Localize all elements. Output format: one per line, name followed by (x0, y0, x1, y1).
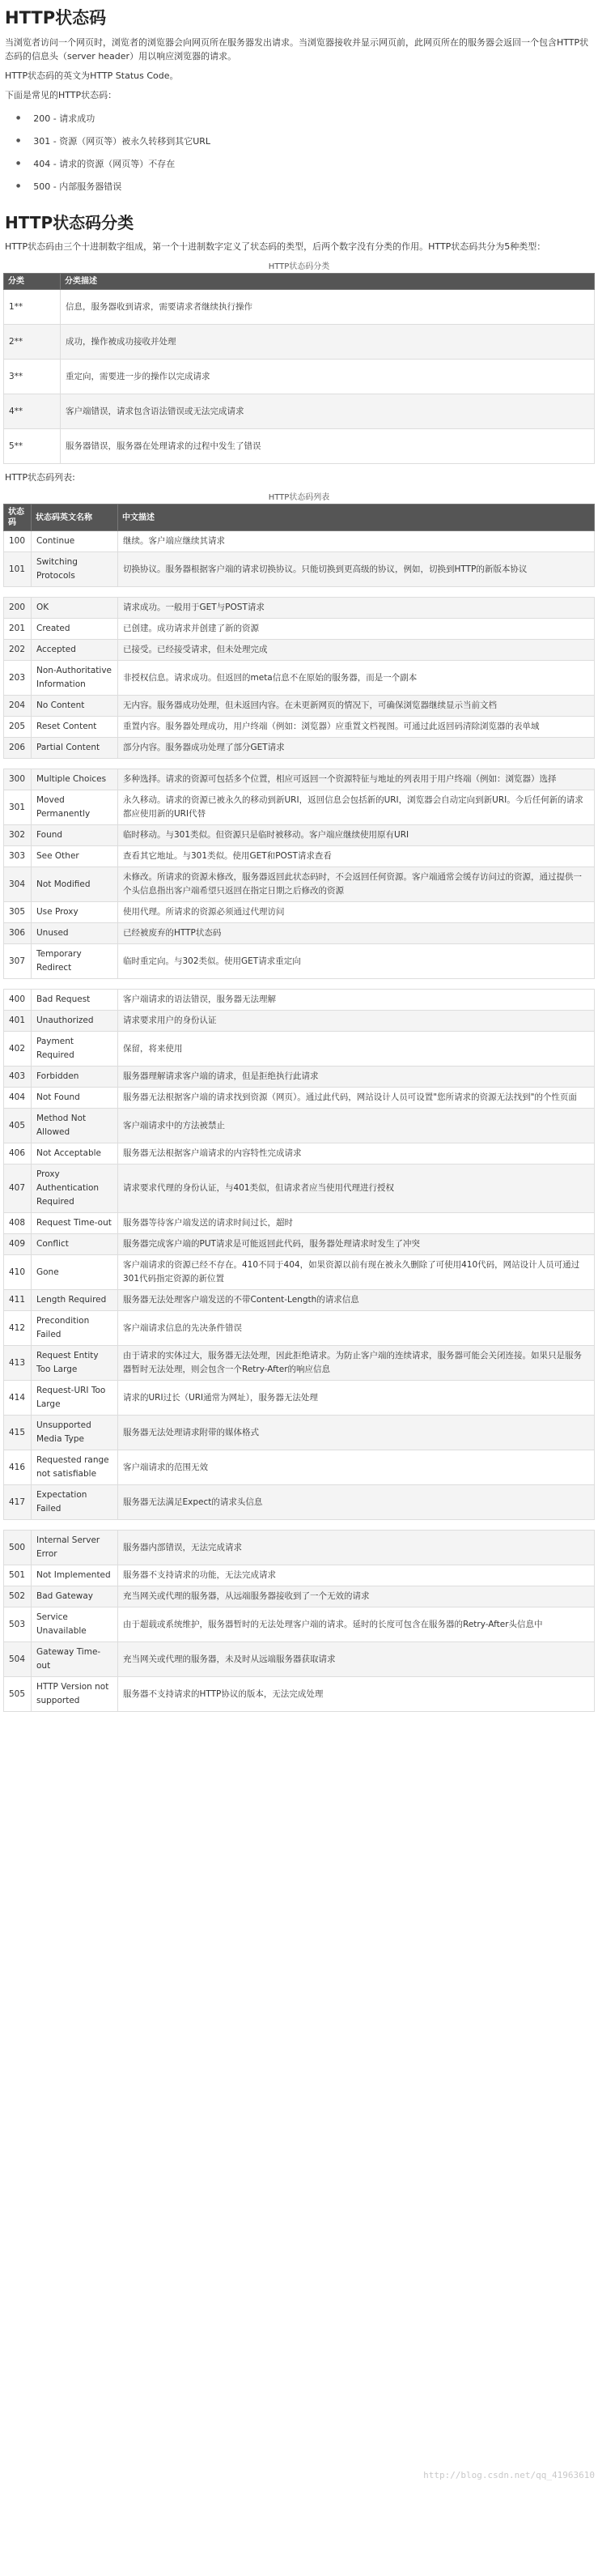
code-desc-cell: 永久移动。请求的资源已被永久的移动到新URI，返回信息会包括新的URI，浏览器会自动定向到新URI。今后任何新的请求都应使用新的URI代替 (118, 790, 595, 825)
code-cell: 415 (4, 1416, 32, 1450)
list-item: ● 500 - 内部服务器错误 (16, 176, 595, 198)
category-cell: 2** (4, 325, 61, 360)
code-cell: 412 (4, 1311, 32, 1346)
code-name-cell: Switching Protocols (32, 552, 118, 587)
code-cell: 401 (4, 1011, 32, 1032)
code-name-cell: OK (32, 598, 118, 619)
table-row (4, 1346, 595, 1381)
group-separator (4, 587, 595, 598)
code-cell: 400 (4, 990, 32, 1011)
table-row (4, 717, 595, 738)
code-desc-cell: 已创建。成功请求并创建了新的资源 (118, 619, 595, 640)
code-desc-cell: 未修改。所请求的资源未修改，服务器返回此状态码时，不会返回任何资源。客户端通常会缓存访问过的资源，通过提供一个头信息指出客户端希望只返回在指定日期之后修改的资源 (118, 867, 595, 902)
intro-common-label: 下面是常见的HTTP状态码： (5, 90, 117, 100)
code-name-cell: See Other (32, 846, 118, 867)
code-desc-cell: 服务器无法满足Expect的请求头信息 (118, 1485, 595, 1520)
code-desc-cell: 客户端请求中的方法被禁止 (118, 1109, 595, 1143)
code-desc-cell: 重置内容。服务器处理成功，用户终端（例如：浏览器）应重置文档视图。可通过此返回码清除浏览器的表单域 (118, 717, 595, 738)
table-row (4, 1531, 595, 1565)
code-cell: 305 (4, 902, 32, 923)
category-table (3, 273, 595, 464)
code-cell: 417 (4, 1485, 32, 1520)
code-desc-cell: 服务器完成客户端的PUT请求是可能返回此代码，服务器处理请求时发生了冲突 (118, 1234, 595, 1255)
table-row (4, 696, 595, 717)
code-name-cell: Forbidden (32, 1067, 118, 1088)
table-row (4, 1067, 595, 1088)
code-name-cell: Unauthorized (32, 1011, 118, 1032)
code-desc-cell: 多种选择。请求的资源可包括多个位置，相应可返回一个资源特征与地址的列表用于用户终端（例如：浏览器）选择 (118, 769, 595, 790)
table-row (4, 923, 595, 944)
code-cell: 405 (4, 1109, 32, 1143)
code-cell: 404 (4, 1088, 32, 1109)
code-cell: 204 (4, 696, 32, 717)
code-name-cell: Found (32, 825, 118, 846)
code-name-cell: HTTP Version not supported (32, 1677, 118, 1712)
code-name-cell: Multiple Choices (32, 769, 118, 790)
category-cell: 5** (4, 429, 61, 464)
code-name-cell: Length Required (32, 1290, 118, 1311)
code-cell: 200 (4, 598, 32, 619)
code-cell: 300 (4, 769, 32, 790)
table-row (4, 1416, 595, 1450)
code-name-cell: Not Acceptable (32, 1143, 118, 1165)
code-desc-cell: 服务器无法根据客户端的请求找到资源（网页）。通过此代码，网站设计人员可设置"您所请求的资源无法找到"的个性页面 (118, 1088, 595, 1109)
code-desc-cell: 客户端请求信息的先决条件错误 (118, 1311, 595, 1346)
table-row (4, 619, 595, 640)
code-name-cell: Request-URI Too Large (32, 1381, 118, 1416)
table-row (4, 325, 595, 360)
code-desc-cell: 服务器等待客户端发送的请求时间过长，超时 (118, 1213, 595, 1234)
code-desc-cell: 请求成功。一般用于GET与POST请求 (118, 598, 595, 619)
table-row (4, 429, 595, 464)
code-desc-cell: 由于超载或系统维护，服务器暂时的无法处理客户端的请求。延时的长度可包含在服务器的Retry-After头信息中 (118, 1607, 595, 1642)
code-desc-cell: 充当网关或代理的服务器，未及时从远端服务器获取请求 (118, 1642, 595, 1677)
table-row (4, 944, 595, 979)
code-desc-cell: 保留，将来使用 (118, 1032, 595, 1067)
code-cell: 502 (4, 1586, 32, 1607)
code-cell: 504 (4, 1642, 32, 1677)
code-name-cell: Not Implemented (32, 1565, 118, 1586)
category-cell: 3** (4, 360, 61, 394)
table-row (4, 360, 595, 394)
code-desc-cell: 客户端请求的范围无效 (118, 1450, 595, 1485)
code-cell: 206 (4, 738, 32, 759)
table-row (4, 1011, 595, 1032)
code-name-cell: Not Modified (32, 867, 118, 902)
category-desc-cell: 服务器错误，服务器在处理请求的过程中发生了错误 (61, 429, 595, 464)
code-cell: 301 (4, 790, 32, 825)
table-row (4, 1234, 595, 1255)
code-name-cell: Use Proxy (32, 902, 118, 923)
column-header: 状态码英文名称 (32, 505, 118, 531)
code-name-cell: Accepted (32, 640, 118, 661)
table-row (4, 598, 595, 619)
table-row (4, 1311, 595, 1346)
code-desc-cell: 查看其它地址。与301类似。使用GET和POST请求查看 (118, 846, 595, 867)
code-cell: 409 (4, 1234, 32, 1255)
code-name-cell: Precondition Failed (32, 1311, 118, 1346)
category-desc-cell: 成功，操作被成功接收并处理 (61, 325, 595, 360)
code-name-cell: Moved Permanently (32, 790, 118, 825)
table-row (4, 1565, 595, 1586)
common-codes-list (3, 108, 595, 198)
code-cell: 411 (4, 1290, 32, 1311)
table-row (4, 552, 595, 587)
code-cell: 500 (4, 1531, 32, 1565)
table-row (4, 902, 595, 923)
table-row (4, 738, 595, 759)
code-name-cell: Payment Required (32, 1032, 118, 1067)
code-name-cell: Service Unavailable (32, 1607, 118, 1642)
table-row (4, 1290, 595, 1311)
column-header: 分类描述 (61, 274, 595, 290)
table-row (4, 790, 595, 825)
code-name-cell: Bad Gateway (32, 1586, 118, 1607)
group-separator (4, 759, 595, 769)
column-header: 中文描述 (118, 505, 595, 531)
table-row (4, 661, 595, 696)
code-desc-cell: 充当网关或代理的服务器，从远端服务器接收到了一个无效的请求 (118, 1586, 595, 1607)
code-name-cell: Request Entity Too Large (32, 1346, 118, 1381)
code-name-cell: Bad Request (32, 990, 118, 1011)
code-name-cell: Requested range not satisfiable (32, 1450, 118, 1485)
code-name-cell: Request Time-out (32, 1213, 118, 1234)
code-cell: 307 (4, 944, 32, 979)
table-row (4, 846, 595, 867)
code-name-cell: Non-Authoritative Information (32, 661, 118, 696)
table-row (4, 1607, 595, 1642)
page-title: HTTP状态码 (5, 8, 107, 28)
code-desc-cell: 已经被废弃的HTTP状态码 (118, 923, 595, 944)
code-cell: 101 (4, 552, 32, 587)
code-name-cell: Unsupported Media Type (32, 1416, 118, 1450)
table-row (4, 640, 595, 661)
code-cell: 505 (4, 1677, 32, 1712)
table-row (4, 825, 595, 846)
code-desc-cell: 请求的URI过长（URI通常为网址），服务器无法处理 (118, 1381, 595, 1416)
code-name-cell: Unused (32, 923, 118, 944)
table-row (4, 1213, 595, 1234)
table-row (4, 531, 595, 552)
table-row (4, 1450, 595, 1485)
code-name-cell: Created (32, 619, 118, 640)
table-row (4, 1109, 595, 1143)
code-desc-cell: 客户端请求的资源已经不存在。410不同于404，如果资源以前有现在被永久删除了可使用410代码，网站设计人员可通过301代码指定资源的新位置 (118, 1255, 595, 1290)
code-name-cell: Proxy Authentication Required (32, 1165, 118, 1213)
section-desc: HTTP状态码由三个十进制数字组成，第一个十进制数字定义了状态码的类型，后两个数字没有分类的作用。HTTP状态码共分为5种类型： (5, 241, 546, 252)
table-row (4, 1032, 595, 1067)
code-table-caption: HTTP状态码列表 (268, 493, 330, 502)
table-row (4, 1165, 595, 1213)
code-cell: 202 (4, 640, 32, 661)
category-cell: 4** (4, 394, 61, 429)
table-row (4, 867, 595, 902)
code-cell: 413 (4, 1346, 32, 1381)
category-desc-cell: 重定向，需要进一步的操作以完成请求 (61, 360, 595, 394)
code-desc-cell: 部分内容。服务器成功处理了部分GET请求 (118, 738, 595, 759)
list-item: ● 200 - 请求成功 (16, 108, 595, 130)
list-item: ● 301 - 资源（网页等）被永久转移到其它URL (16, 130, 595, 153)
table-row (4, 1255, 595, 1290)
code-desc-cell: 使用代理。所请求的资源必须通过代理访问 (118, 902, 595, 923)
table-row (4, 1381, 595, 1416)
code-name-cell: Internal Server Error (32, 1531, 118, 1565)
code-desc-cell: 无内容。服务器成功处理，但未返回内容。在未更新网页的情况下，可确保浏览器继续显示当前文档 (118, 696, 595, 717)
code-cell: 203 (4, 661, 32, 696)
code-name-cell: Method Not Allowed (32, 1109, 118, 1143)
code-desc-cell: 服务器不支持请求的功能，无法完成请求 (118, 1565, 595, 1586)
code-desc-cell: 服务器内部错误，无法完成请求 (118, 1531, 595, 1565)
code-desc-cell: 服务器无法处理客户端发送的不带Content-Length的请求信息 (118, 1290, 595, 1311)
code-cell: 403 (4, 1067, 32, 1088)
column-header: 状态码 (4, 505, 32, 531)
code-name-cell: Temporary Redirect (32, 944, 118, 979)
code-cell: 416 (4, 1450, 32, 1485)
category-cell: 1** (4, 290, 61, 325)
list-item: ● 404 - 请求的资源（网页等）不存在 (16, 153, 595, 176)
group-separator (4, 1520, 595, 1531)
code-cell: 201 (4, 619, 32, 640)
table-row (4, 990, 595, 1011)
list-label: HTTP状态码列表: (5, 472, 75, 483)
code-name-cell: Gateway Time-out (32, 1642, 118, 1677)
code-name-cell: Expectation Failed (32, 1485, 118, 1520)
table-row (4, 1485, 595, 1520)
code-table (3, 504, 595, 1712)
code-cell: 501 (4, 1565, 32, 1586)
intro-status-code-en: HTTP状态码的英文为HTTP Status Code。 (5, 70, 179, 81)
code-desc-cell: 服务器无法根据客户端请求的内容特性完成请求 (118, 1143, 595, 1165)
code-desc-cell: 服务器理解请求客户端的请求，但是拒绝执行此请求 (118, 1067, 595, 1088)
column-header: 分类 (4, 274, 61, 290)
code-cell: 503 (4, 1607, 32, 1642)
code-desc-cell: 服务器无法处理请求附带的媒体格式 (118, 1416, 595, 1450)
section-title: HTTP状态码分类 (5, 213, 134, 232)
code-desc-cell: 请求要求用户的身份认证 (118, 1011, 595, 1032)
code-desc-cell: 已接受。已经接受请求，但未处理完成 (118, 640, 595, 661)
intro-paragraph: 当浏览者访问一个网页时，浏览者的浏览器会向网页所在服务器发出请求。当浏览器接收并显示网页前，此网页所在的服务器会返回一个包含HTTP状态码的信息头（server header）用以响应浏览器的请求。 (5, 37, 589, 62)
table-row (4, 1642, 595, 1677)
table-row (4, 769, 595, 790)
code-cell: 406 (4, 1143, 32, 1165)
code-desc-cell: 非授权信息。请求成功。但返回的meta信息不在原始的服务器，而是一个副本 (118, 661, 595, 696)
code-cell: 414 (4, 1381, 32, 1416)
table-row (4, 1677, 595, 1712)
category-desc-cell: 信息，服务器收到请求，需要请求者继续执行操作 (61, 290, 595, 325)
table-row (4, 290, 595, 325)
code-name-cell: Partial Content (32, 738, 118, 759)
code-name-cell: Continue (32, 531, 118, 552)
code-name-cell: Gone (32, 1255, 118, 1290)
code-desc-cell: 客户端请求的语法错误，服务器无法理解 (118, 990, 595, 1011)
code-name-cell: Reset Content (32, 717, 118, 738)
group-separator (4, 979, 595, 990)
code-name-cell: No Content (32, 696, 118, 717)
code-cell: 410 (4, 1255, 32, 1290)
code-cell: 402 (4, 1032, 32, 1067)
code-cell: 302 (4, 825, 32, 846)
watermark: http://blog.csdn.net/qq_41963610 (423, 2470, 595, 2480)
code-desc-cell: 服务器不支持请求的HTTP协议的版本，无法完成处理 (118, 1677, 595, 1712)
code-cell: 407 (4, 1165, 32, 1213)
code-name-cell: Not Found (32, 1088, 118, 1109)
code-desc-cell: 由于请求的实体过大，服务器无法处理，因此拒绝请求。为防止客户端的连续请求，服务器可能会关闭连接。如果只是服务器暂时无法处理，则会包含一个Retry-After的响应信息 (118, 1346, 595, 1381)
code-cell: 205 (4, 717, 32, 738)
code-desc-cell: 临时重定向。与302类似。使用GET请求重定向 (118, 944, 595, 979)
table-row (4, 1088, 595, 1109)
code-cell: 306 (4, 923, 32, 944)
code-desc-cell: 临时移动。与301类似。但资源只是临时被移动。客户端应继续使用原有URI (118, 825, 595, 846)
code-cell: 100 (4, 531, 32, 552)
code-desc-cell: 继续。客户端应继续其请求 (118, 531, 595, 552)
code-cell: 304 (4, 867, 32, 902)
category-desc-cell: 客户端错误，请求包含语法错误或无法完成请求 (61, 394, 595, 429)
code-cell: 303 (4, 846, 32, 867)
code-name-cell: Conflict (32, 1234, 118, 1255)
code-cell: 408 (4, 1213, 32, 1234)
code-desc-cell: 切换协议。服务器根据客户端的请求切换协议。只能切换到更高级的协议，例如，切换到HTTP的新版本协议 (118, 552, 595, 587)
code-desc-cell: 请求要求代理的身份认证，与401类似，但请求者应当使用代理进行授权 (118, 1165, 595, 1213)
table-row (4, 1143, 595, 1165)
table-row (4, 394, 595, 429)
category-table-caption: HTTP状态码分类 (268, 262, 330, 271)
table-row (4, 1586, 595, 1607)
